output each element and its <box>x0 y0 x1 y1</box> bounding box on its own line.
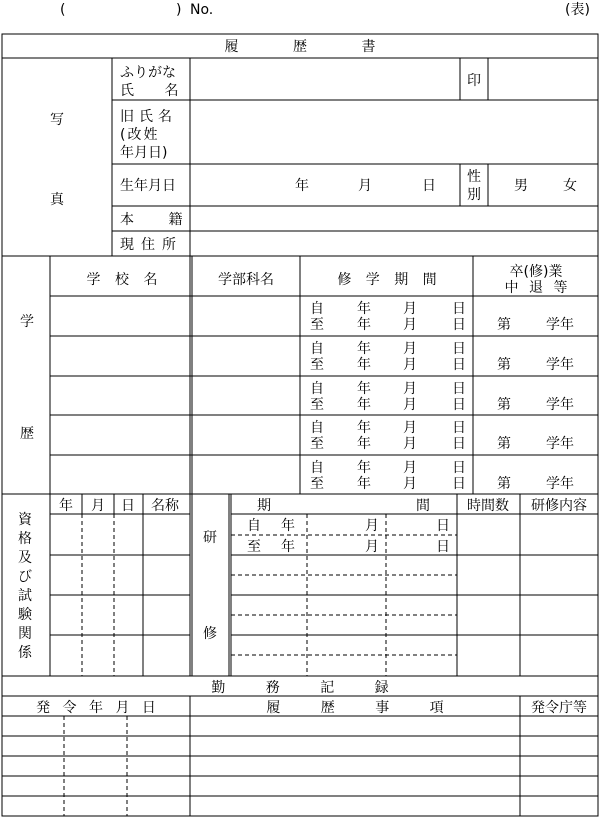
edu-from-year: 年 <box>357 460 371 476</box>
edu-to-day: 日 <box>452 436 466 452</box>
number-paren-open: ( <box>60 2 66 18</box>
edu-to-day: 日 <box>452 357 466 373</box>
graduation-status-header-1: 卒(修)業 <box>509 264 563 280</box>
edu-from-day: 日 <box>452 460 466 476</box>
edu-from-year: 年 <box>357 341 371 357</box>
edu-to-year: 年 <box>357 317 371 333</box>
edu-grade-suffix: 学年 <box>546 317 574 333</box>
edu-to-year: 年 <box>357 476 371 492</box>
training-from-month: 月 <box>365 518 379 534</box>
number-label: No. <box>190 2 214 18</box>
education-side-2: 歴 <box>20 426 34 442</box>
edu-from-label: 自 <box>310 420 324 436</box>
graduation-status-header-2: 中 退 等 <box>504 280 568 296</box>
work-office-header: 発令庁等 <box>531 700 587 716</box>
edu-to-month: 月 <box>403 357 417 373</box>
training-side-2: 修 <box>203 626 217 642</box>
edu-to-month: 月 <box>403 317 417 333</box>
edu-to-year: 年 <box>357 397 371 413</box>
edu-to-day: 日 <box>452 476 466 492</box>
edu-to-label: 至 <box>310 476 324 492</box>
edu-from-month: 月 <box>403 341 417 357</box>
edu-from-year: 年 <box>357 381 371 397</box>
edu-to-label: 至 <box>310 317 324 333</box>
work-date-header: 発 令 年 月 日 <box>36 700 156 716</box>
study-period-header: 修 学 期 間 <box>337 272 437 288</box>
edu-from-day: 日 <box>452 381 466 397</box>
training-to-day: 日 <box>436 539 450 555</box>
old-name-date: 年月日) <box>120 145 168 161</box>
school-name-header: 学 校 名 <box>86 272 158 288</box>
edu-to-month: 月 <box>403 397 417 413</box>
training-to-month: 月 <box>365 539 379 555</box>
edu-grade-prefix: 第 <box>497 397 511 413</box>
training-from-day: 日 <box>436 518 450 534</box>
qual-month-header: 月 <box>91 498 105 514</box>
edu-to-month: 月 <box>403 436 417 452</box>
old-name-label: 旧氏名 <box>120 109 177 125</box>
edu-from-label: 自 <box>310 460 324 476</box>
edu-from-label: 自 <box>310 301 324 317</box>
faculty-header: 学部科名 <box>218 272 274 288</box>
form-title: 履 歴 書 <box>224 39 376 55</box>
qualifications-side-label: 資格及び試験関係 <box>18 512 35 661</box>
edu-to-year: 年 <box>357 436 371 452</box>
training-period-header-right: 間 <box>416 498 430 514</box>
edu-grade-prefix: 第 <box>497 317 511 333</box>
edu-grade-suffix: 学年 <box>546 357 574 373</box>
training-from-year: 年 <box>281 518 295 534</box>
birth-month: 月 <box>358 178 372 194</box>
training-side-1: 研 <box>203 530 217 546</box>
number-paren-close: ) <box>176 2 182 18</box>
birth-date-label: 生年月日 <box>120 178 176 194</box>
name-label: 氏 名 <box>120 83 179 99</box>
edu-grade-prefix: 第 <box>497 436 511 452</box>
training-to-year: 年 <box>281 539 295 555</box>
training-to: 至 <box>247 539 261 555</box>
edu-grade-prefix: 第 <box>497 357 511 373</box>
birth-year: 年 <box>295 178 309 194</box>
edu-from-label: 自 <box>310 381 324 397</box>
sex-label-2: 別 <box>467 187 481 203</box>
training-from: 自 <box>247 518 261 534</box>
edu-from-month: 月 <box>403 381 417 397</box>
edu-to-label: 至 <box>310 397 324 413</box>
birth-day: 日 <box>422 178 436 194</box>
qual-name-header: 名称 <box>151 498 179 514</box>
work-history-header: 履 歴 事 項 <box>266 700 444 716</box>
education-side-1: 学 <box>20 314 34 330</box>
address-label: 現住所 <box>120 237 183 253</box>
qual-year-header: 年 <box>59 498 73 514</box>
edu-to-label: 至 <box>310 357 324 373</box>
training-hours-header: 時間数 <box>467 498 509 514</box>
sex-male: 男 <box>514 178 528 194</box>
edu-grade-suffix: 学年 <box>546 397 574 413</box>
edu-from-year: 年 <box>357 420 371 436</box>
edu-from-day: 日 <box>452 341 466 357</box>
edu-from-label: 自 <box>310 341 324 357</box>
training-content-header: 研修内容 <box>531 498 587 514</box>
edu-from-month: 月 <box>403 301 417 317</box>
furigana-label: ふりがな <box>120 65 176 81</box>
edu-from-day: 日 <box>452 420 466 436</box>
honseki-label: 本 籍 <box>120 212 183 228</box>
old-name-sub: (改姓 <box>120 127 160 143</box>
edu-from-month: 月 <box>403 460 417 476</box>
edu-from-month: 月 <box>403 420 417 436</box>
qual-day-header: 日 <box>121 498 135 514</box>
education-rows <box>310 300 574 492</box>
sex-female: 女 <box>563 178 577 194</box>
photo-label-1: 写 <box>50 112 64 128</box>
sex-label-1: 性 <box>467 169 481 185</box>
edu-to-year: 年 <box>357 357 371 373</box>
edu-grade-suffix: 学年 <box>546 476 574 492</box>
edu-to-day: 日 <box>452 317 466 333</box>
edu-from-day: 日 <box>452 301 466 317</box>
edu-to-label: 至 <box>310 436 324 452</box>
edu-grade-suffix: 学年 <box>546 436 574 452</box>
photo-label-2: 真 <box>50 192 64 208</box>
work-record-title: 勤 務 記 録 <box>211 680 389 696</box>
training-period-header-left: 期 <box>257 498 271 514</box>
front-side-label: (表) <box>565 2 590 18</box>
edu-grade-prefix: 第 <box>497 476 511 492</box>
edu-from-year: 年 <box>357 301 371 317</box>
edu-to-month: 月 <box>403 476 417 492</box>
seal-label: 印 <box>467 73 481 89</box>
edu-to-day: 日 <box>452 397 466 413</box>
